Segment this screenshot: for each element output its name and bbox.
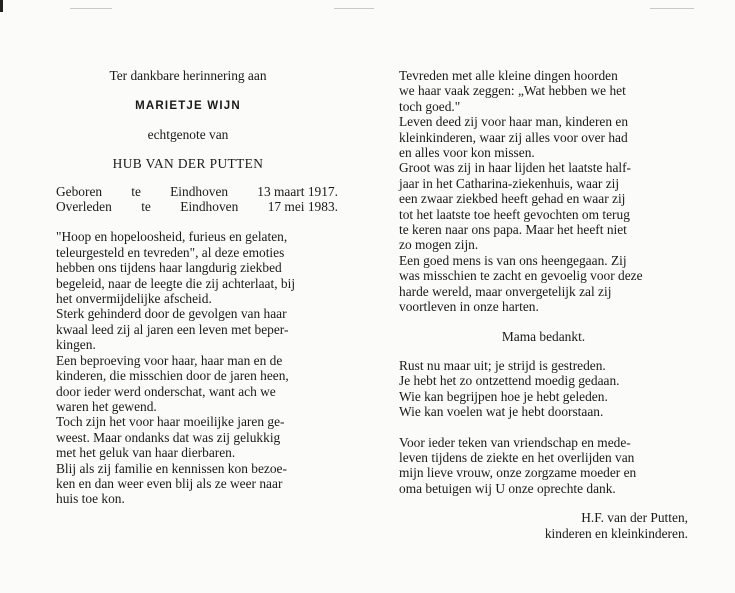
closing-line: oma betuigen wij U onze oprechte dank. bbox=[399, 480, 616, 496]
text-line: ken en dan weer even blij als ze weer naar bbox=[56, 475, 283, 491]
text-line: toch goed." bbox=[399, 98, 461, 114]
closing-line: mijn lieve vrouw, onze zorgzame moeder en bbox=[399, 465, 637, 481]
birth-label: Geboren bbox=[56, 183, 103, 199]
text-line: begeleid, naar de leegte die zij achterlaat, bij bbox=[56, 275, 296, 291]
text-line: Een beproeving voor haar, haar man en de bbox=[56, 352, 283, 368]
signature-line: H.F. van der Putten, bbox=[581, 510, 688, 526]
text-line: "Hoop en hopeloosheid, furieus en gelaten, bbox=[56, 229, 288, 245]
text-line: kinderen, die misschien door de jaren heen, bbox=[56, 368, 289, 384]
deceased-name: MARIETJE WIJN bbox=[135, 100, 241, 113]
crop-mark bbox=[70, 8, 112, 9]
text-line: Blij als zij familie en kennissen kon bezoe- bbox=[56, 460, 287, 476]
text-line: door ieder werd onderschat, want ach we bbox=[56, 383, 276, 399]
text-line: Tevreden met alle kleine dingen hoorden bbox=[399, 68, 618, 83]
text-line: we haar vaak zeggen: „Wat hebben we het bbox=[399, 83, 626, 99]
text-line: Toch zijn het voor haar moeilijke jaren ge- bbox=[56, 414, 285, 430]
text-line: harde wereld, maar onvergetelijk zal zij bbox=[399, 283, 612, 299]
text-line: en alles voor kon missen. bbox=[399, 145, 535, 161]
text-line: het onvermijdelijke afscheid. bbox=[56, 291, 212, 307]
signature-line: kinderen en kleinkinderen. bbox=[544, 525, 688, 541]
text-line: tot het laatste toe heeft gevochten om terug bbox=[399, 206, 630, 222]
left-column bbox=[56, 68, 338, 507]
text-line: kleinkinderen, waar zij alles voor over had bbox=[399, 129, 628, 145]
text-line: kingen. bbox=[56, 337, 96, 353]
text-line: Een goed mens is van ons heengegaan. Zij bbox=[399, 252, 627, 268]
tribute-text-continued bbox=[399, 68, 688, 315]
death-place-prefix: te bbox=[141, 199, 151, 215]
text-line: jaar in het Catharina-ziekenhuis, waar zij bbox=[399, 175, 620, 191]
intro-text: Ter dankbare herinnering aan bbox=[109, 68, 267, 83]
poem-line: Wie kan begrijpen hoe je hebt geleden. bbox=[399, 388, 608, 404]
spouse-name: HUB VAN DER PUTTEN bbox=[112, 156, 264, 172]
death-line bbox=[56, 199, 338, 214]
text-line: was misschien te zacht en gevoelig voor deze bbox=[399, 268, 643, 284]
signature bbox=[399, 510, 688, 541]
death-place: Eindhoven bbox=[180, 199, 239, 215]
death-date: 17 mei 1983. bbox=[267, 199, 338, 215]
right-column bbox=[399, 68, 688, 541]
poem-line: Rust nu maar uit; je strijd is gestreden. bbox=[399, 357, 606, 373]
birth-line bbox=[56, 184, 338, 199]
text-line: een zwaar ziekbed heeft gehad en waar zij bbox=[399, 191, 626, 207]
text-line: zo mogen zijn. bbox=[399, 237, 479, 253]
crop-mark bbox=[650, 8, 694, 9]
birth-place: Eindhoven bbox=[170, 183, 229, 199]
text-line: voortleven in onze harten. bbox=[399, 299, 539, 315]
dates-block bbox=[56, 184, 338, 215]
text-line: huis toe kon. bbox=[56, 491, 125, 507]
tribute-text bbox=[56, 229, 338, 506]
text-line: weest. Maar ondanks dat was zij gelukkig bbox=[56, 429, 281, 445]
text-line: Groot was zij in haar lijden het laatste half- bbox=[399, 160, 632, 176]
poem bbox=[399, 358, 688, 420]
thanks-line: Mama bedankt. bbox=[501, 328, 586, 344]
text-line: met het geluk van haar dierbaren. bbox=[56, 445, 236, 461]
text-line: hebben ons tijdens haar langdurig ziekbed bbox=[56, 260, 282, 276]
closing-text bbox=[399, 435, 688, 497]
spouse-label: echtgenote van bbox=[147, 126, 229, 142]
birth-date: 13 maart 1917. bbox=[257, 183, 338, 199]
death-label: Overleden bbox=[56, 199, 112, 215]
poem-line: Wie kan voelen wat je hebt doorstaan. bbox=[399, 404, 604, 420]
poem-line: Je hebt het zo ontzettend moedig gedaan. bbox=[399, 373, 620, 389]
text-line: Leven deed zij voor haar man, kinderen en bbox=[399, 114, 629, 130]
edge-mark bbox=[0, 0, 3, 12]
text-line: teleurgesteld en tevreden", al deze emoties bbox=[56, 244, 285, 260]
text-line: waren het gewend. bbox=[56, 398, 157, 414]
closing-line: leven tijdens de ziekte en het overlijden van bbox=[399, 449, 635, 465]
text-line: Sterk gehinderd door de gevolgen van haar bbox=[56, 306, 287, 322]
text-line: te keren naar ons papa. Maar het heeft niet bbox=[399, 222, 627, 238]
crop-mark bbox=[334, 8, 374, 9]
text-line: kwaal leed zij al jaren een leven met beper- bbox=[56, 321, 289, 337]
closing-line: Voor ieder teken van vriendschap en mede- bbox=[399, 434, 631, 450]
birth-place-prefix: te bbox=[131, 183, 141, 199]
